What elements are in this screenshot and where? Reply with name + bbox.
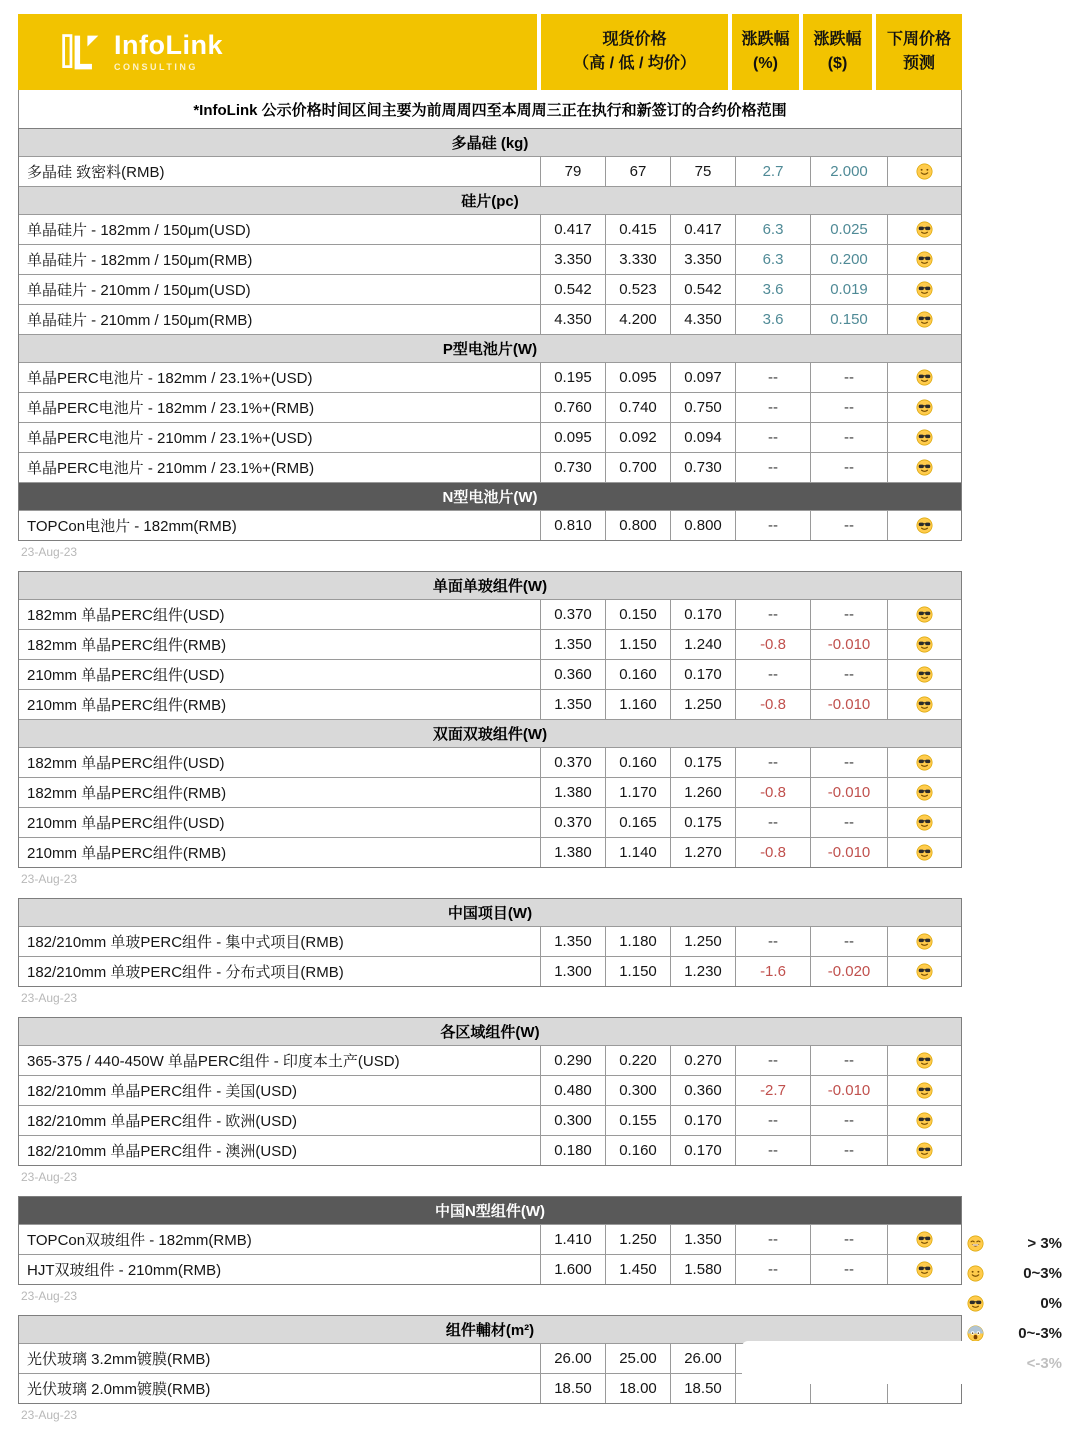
avg-price: 1.250	[670, 690, 735, 719]
pct-change: -0.8	[735, 690, 810, 719]
date-stamp: 23-Aug-23	[21, 545, 78, 559]
tables-container	[18, 128, 962, 1434]
table-row	[19, 214, 961, 244]
high-price: 0.810	[540, 511, 605, 540]
pct-change: --	[735, 808, 810, 837]
forecast-emoji	[887, 157, 961, 186]
product-name: 单晶PERC电池片 - 182mm / 23.1%+(USD)	[27, 370, 313, 387]
avg-price: 0.175	[670, 808, 735, 837]
avg-price: 3.350	[670, 245, 735, 274]
section-header: 中国项目(W)	[19, 899, 961, 926]
avg-price: 1.260	[670, 778, 735, 807]
product-name: 182/210mm 单玻PERC组件 - 集中式项目(RMB)	[27, 934, 344, 951]
low-price: 1.150	[605, 630, 670, 659]
high-price: 1.380	[540, 838, 605, 867]
col-header-pct-change	[728, 14, 799, 90]
forecast-emoji	[887, 600, 961, 629]
sheet-body	[18, 14, 962, 1434]
usd-change: --	[810, 808, 887, 837]
avg-price: 26.00	[670, 1344, 735, 1373]
forecast-emoji	[887, 215, 961, 244]
usd-change: -0.010	[810, 838, 887, 867]
sunglasses-emoji-icon	[916, 784, 933, 801]
product-name: 182/210mm 单晶PERC组件 - 澳洲(USD)	[27, 1143, 298, 1160]
col-header-usd-change	[799, 14, 872, 90]
low-price: 1.250	[605, 1225, 670, 1254]
low-price: 1.160	[605, 690, 670, 719]
sunglasses-emoji-icon	[916, 369, 933, 386]
pct-change: -0.8	[735, 630, 810, 659]
sunglasses-emoji-icon	[916, 754, 933, 771]
high-price: 79	[540, 157, 605, 186]
pct-change: 6.3	[735, 245, 810, 274]
forecast-emoji	[887, 690, 961, 719]
table-row	[19, 956, 961, 986]
high-price: 0.095	[540, 423, 605, 452]
pct-change: --	[735, 363, 810, 392]
forecast-emoji	[887, 1046, 961, 1075]
forecast-emoji	[887, 1255, 961, 1284]
product-name: 182mm 单晶PERC组件(RMB)	[27, 637, 227, 654]
avg-price: 0.800	[670, 511, 735, 540]
avg-price: 75	[670, 157, 735, 186]
low-price: 1.170	[605, 778, 670, 807]
high-price: 0.300	[540, 1106, 605, 1135]
forecast-emoji	[887, 1076, 961, 1105]
section-header: P型电池片(W)	[19, 334, 961, 362]
table-row	[19, 926, 961, 956]
low-price: 3.330	[605, 245, 670, 274]
brand-name: InfoLink	[114, 30, 223, 60]
forecast-sublabel: 预测	[902, 55, 935, 72]
pct-change: -1.6	[735, 957, 810, 986]
sunglasses-emoji-icon	[916, 1052, 933, 1069]
high-price: 1.300	[540, 957, 605, 986]
product-name: 210mm 单晶PERC组件(RMB)	[27, 845, 227, 862]
pct-change: 3.6	[735, 275, 810, 304]
product-name: 365-375 / 440-450W 单晶PERC组件 - 印度本土产(USD)	[27, 1053, 400, 1070]
col-header-forecast	[872, 14, 962, 90]
table-row	[19, 510, 961, 540]
pct-change: -2.7	[735, 1076, 810, 1105]
avg-price: 1.250	[670, 927, 735, 956]
sunglasses-emoji-icon	[916, 1082, 933, 1099]
usd-change: --	[810, 1225, 887, 1254]
sunglasses-emoji-icon	[916, 666, 933, 683]
product-name: 多晶硅 致密料(RMB)	[27, 164, 165, 181]
avg-price: 1.230	[670, 957, 735, 986]
low-price: 0.160	[605, 1136, 670, 1165]
usd-change: 0.019	[810, 275, 887, 304]
usd-change: -0.010	[810, 690, 887, 719]
low-price: 0.095	[605, 363, 670, 392]
high-price: 0.195	[540, 363, 605, 392]
high-price: 0.290	[540, 1046, 605, 1075]
forecast-emoji	[887, 275, 961, 304]
pct-change: 6.3	[735, 215, 810, 244]
sheet-header	[18, 14, 962, 90]
pct-change: --	[735, 927, 810, 956]
sunglasses-emoji-icon	[916, 1112, 933, 1129]
forecast-emoji	[887, 305, 961, 334]
pct-change: --	[735, 748, 810, 777]
usd-change: --	[810, 1136, 887, 1165]
section-header: N型电池片(W)	[19, 482, 961, 510]
pct-change: --	[735, 600, 810, 629]
low-price: 0.092	[605, 423, 670, 452]
col-header-spot-price	[537, 14, 728, 90]
pct-change: --	[735, 1225, 810, 1254]
usd-change: -0.010	[810, 1076, 887, 1105]
pct-change: --	[735, 1136, 810, 1165]
usd-change: --	[810, 1255, 887, 1284]
sunglasses-emoji-icon	[916, 1142, 933, 1159]
legend-item	[960, 1258, 1076, 1288]
avg-price: 4.350	[670, 305, 735, 334]
low-price: 0.700	[605, 453, 670, 482]
low-price: 0.800	[605, 511, 670, 540]
low-price: 0.300	[605, 1076, 670, 1105]
product-name: 单晶硅片 - 182mm / 150μm(USD)	[27, 222, 251, 239]
sunglasses-emoji-icon	[916, 517, 933, 534]
logo-cell	[18, 14, 537, 90]
sunglasses-emoji-icon	[916, 696, 933, 713]
low-price: 0.160	[605, 660, 670, 689]
avg-price: 0.417	[670, 215, 735, 244]
low-price: 1.150	[605, 957, 670, 986]
usd-change: 0.025	[810, 215, 887, 244]
product-name: TOPCon双玻组件 - 182mm(RMB)	[27, 1232, 252, 1249]
high-price: 0.180	[540, 1136, 605, 1165]
pct-change: --	[735, 423, 810, 452]
table-row	[19, 244, 961, 274]
product-name: 182mm 单晶PERC组件(RMB)	[27, 785, 227, 802]
forecast-emoji	[887, 423, 961, 452]
pct-change: --	[735, 1046, 810, 1075]
sunglasses-emoji-icon	[916, 1231, 933, 1248]
product-name: 182/210mm 单晶PERC组件 - 欧洲(USD)	[27, 1113, 298, 1130]
section-header: 多晶硅 (kg)	[19, 129, 961, 156]
pct-change: --	[735, 511, 810, 540]
low-price: 0.165	[605, 808, 670, 837]
avg-price: 0.094	[670, 423, 735, 452]
price-note: *InfoLink 公示价格时间区间主要为前周周四至本周周三正在执行和新签订的合约价格范围	[18, 90, 962, 128]
sunglasses-emoji-icon	[960, 1295, 990, 1312]
infolink-logo-icon	[60, 30, 102, 74]
high-price: 1.350	[540, 630, 605, 659]
price-table	[18, 128, 962, 541]
section-header: 组件輔材(m²)	[19, 1316, 961, 1343]
table-row	[19, 599, 961, 629]
low-price: 1.140	[605, 838, 670, 867]
product-name: TOPCon电池片 - 182mm(RMB)	[27, 518, 237, 535]
forecast-emoji	[887, 957, 961, 986]
pct-change: -0.8	[735, 838, 810, 867]
avg-price: 0.175	[670, 748, 735, 777]
legend-label: 0%	[1040, 1294, 1062, 1312]
forecast-emoji	[887, 453, 961, 482]
high-price: 1.410	[540, 1225, 605, 1254]
avg-price: 1.580	[670, 1255, 735, 1284]
product-name: HJT双玻组件 - 210mm(RMB)	[27, 1262, 222, 1279]
pct-change: --	[735, 453, 810, 482]
date-stamp: 23-Aug-23	[21, 1170, 78, 1184]
sunglasses-emoji-icon	[916, 606, 933, 623]
sunglasses-emoji-icon	[916, 221, 933, 238]
sunglasses-emoji-icon	[916, 933, 933, 950]
product-name: 光伏玻璃 3.2mm镀膜(RMB)	[27, 1351, 211, 1368]
usd-change: 0.200	[810, 245, 887, 274]
high-price: 0.417	[540, 215, 605, 244]
product-name: 210mm 单晶PERC组件(USD)	[27, 667, 225, 684]
price-table	[18, 571, 962, 868]
table-row	[19, 1045, 961, 1075]
forecast-emoji	[887, 511, 961, 540]
product-name: 210mm 单晶PERC组件(RMB)	[27, 697, 227, 714]
grin-emoji-icon	[960, 1235, 990, 1252]
avg-price: 0.097	[670, 363, 735, 392]
date-stamp: 23-Aug-23	[21, 872, 78, 886]
brand-subtitle: CONSULTING	[114, 62, 198, 72]
product-name: 单晶硅片 - 182mm / 150μm(RMB)	[27, 252, 253, 269]
low-price: 25.00	[605, 1344, 670, 1373]
sunglasses-emoji-icon	[916, 844, 933, 861]
low-price: 0.523	[605, 275, 670, 304]
avg-price: 1.240	[670, 630, 735, 659]
table-row	[19, 807, 961, 837]
high-price: 26.00	[540, 1344, 605, 1373]
sunglasses-emoji-icon	[916, 251, 933, 268]
price-table	[18, 898, 962, 987]
spot-price-label: 现货价格	[602, 31, 667, 48]
usd-change: --	[810, 748, 887, 777]
usd-change: --	[810, 511, 887, 540]
pct-change-label: 涨跌幅	[741, 31, 790, 48]
low-price: 18.00	[605, 1374, 670, 1403]
pct-change: --	[735, 1106, 810, 1135]
forecast-label: 下周价格	[886, 31, 951, 48]
product-name: 单晶硅片 - 210mm / 150μm(USD)	[27, 282, 251, 299]
table-row	[19, 777, 961, 807]
table-row	[19, 689, 961, 719]
high-price: 1.600	[540, 1255, 605, 1284]
low-price: 67	[605, 157, 670, 186]
product-name: 单晶PERC电池片 - 210mm / 23.1%+(RMB)	[27, 460, 315, 477]
table-row	[19, 747, 961, 777]
product-name: 光伏玻璃 2.0mm镀膜(RMB)	[27, 1381, 211, 1398]
avg-price: 18.50	[670, 1374, 735, 1403]
smile-emoji-icon	[960, 1265, 990, 1282]
forecast-emoji	[887, 1136, 961, 1165]
price-table	[18, 1196, 962, 1285]
legend-label: <-3%	[1026, 1354, 1062, 1372]
pct-change: --	[735, 660, 810, 689]
legend-label: > 3%	[1027, 1234, 1062, 1252]
avg-price: 0.270	[670, 1046, 735, 1075]
high-price: 1.350	[540, 927, 605, 956]
section-header: 硅片(pc)	[19, 186, 961, 214]
usd-change: --	[810, 393, 887, 422]
table-row	[19, 659, 961, 689]
price-table	[18, 1017, 962, 1166]
usd-change: --	[810, 1106, 887, 1135]
avg-price: 0.170	[670, 660, 735, 689]
product-name: 单晶PERC电池片 - 210mm / 23.1%+(USD)	[27, 430, 313, 447]
section-header: 单面单玻组件(W)	[19, 572, 961, 599]
sunglasses-emoji-icon	[916, 636, 933, 653]
forecast-emoji	[887, 748, 961, 777]
fear-emoji-icon	[960, 1325, 990, 1342]
table-row	[19, 422, 961, 452]
table-row	[19, 1135, 961, 1165]
date-stamp: 23-Aug-23	[21, 1289, 78, 1303]
avg-price: 1.270	[670, 838, 735, 867]
forecast-emoji	[887, 630, 961, 659]
spot-price-sublabel: （高 / 低 / 均价）	[573, 55, 696, 72]
product-name: 210mm 单晶PERC组件(USD)	[27, 815, 225, 832]
usd-change: --	[810, 363, 887, 392]
date-stamp: 23-Aug-23	[21, 1408, 78, 1422]
high-price: 1.350	[540, 690, 605, 719]
table-row	[19, 156, 961, 186]
legend-label: 0~-3%	[1018, 1324, 1062, 1342]
product-name: 182/210mm 单玻PERC组件 - 分布式项目(RMB)	[27, 964, 344, 981]
forecast-emoji	[887, 838, 961, 867]
forecast-emoji	[887, 660, 961, 689]
product-name: 182mm 单晶PERC组件(USD)	[27, 755, 225, 772]
avg-price: 0.750	[670, 393, 735, 422]
forecast-emoji	[887, 927, 961, 956]
forecast-emoji	[887, 1106, 961, 1135]
pct-change: --	[735, 1255, 810, 1284]
white-overlay	[742, 1341, 1014, 1384]
smile-emoji-icon	[916, 163, 933, 180]
usd-change: --	[810, 927, 887, 956]
sunglasses-emoji-icon	[916, 429, 933, 446]
section-header: 各区域组件(W)	[19, 1018, 961, 1045]
sunglasses-emoji-icon	[916, 459, 933, 476]
avg-price: 0.360	[670, 1076, 735, 1105]
forecast-emoji	[887, 778, 961, 807]
table-row	[19, 1075, 961, 1105]
high-price: 0.542	[540, 275, 605, 304]
high-price: 3.350	[540, 245, 605, 274]
low-price: 0.155	[605, 1106, 670, 1135]
high-price: 0.370	[540, 600, 605, 629]
usd-change: -0.020	[810, 957, 887, 986]
legend-item	[960, 1228, 1076, 1258]
section-header: 双面双玻组件(W)	[19, 719, 961, 747]
date-stamp: 23-Aug-23	[21, 991, 78, 1005]
section-header: 中国N型组件(W)	[19, 1197, 961, 1224]
sunglasses-emoji-icon	[916, 281, 933, 298]
low-price: 1.180	[605, 927, 670, 956]
legend-item	[960, 1288, 1076, 1318]
table-row	[19, 274, 961, 304]
forecast-emoji	[887, 363, 961, 392]
avg-price: 0.170	[670, 1136, 735, 1165]
sunglasses-emoji-icon	[916, 399, 933, 416]
product-name: 单晶PERC电池片 - 182mm / 23.1%+(RMB)	[27, 400, 315, 417]
table-row	[19, 1254, 961, 1284]
usd-change: --	[810, 660, 887, 689]
usd-change: --	[810, 423, 887, 452]
high-price: 4.350	[540, 305, 605, 334]
pct-change: -0.8	[735, 778, 810, 807]
pct-change: --	[735, 393, 810, 422]
low-price: 4.200	[605, 305, 670, 334]
legend-label: 0~3%	[1023, 1264, 1062, 1282]
table-row	[19, 362, 961, 392]
table-row	[19, 452, 961, 482]
table-row	[19, 1224, 961, 1254]
sunglasses-emoji-icon	[916, 1261, 933, 1278]
forecast-emoji	[887, 393, 961, 422]
usd-change: --	[810, 1046, 887, 1075]
low-price: 0.220	[605, 1046, 670, 1075]
low-price: 1.450	[605, 1255, 670, 1284]
forecast-emoji	[887, 808, 961, 837]
table-row	[19, 392, 961, 422]
avg-price: 0.170	[670, 1106, 735, 1135]
table-row	[19, 837, 961, 867]
high-price: 0.370	[540, 808, 605, 837]
low-price: 0.160	[605, 748, 670, 777]
usd-change-unit: ($)	[827, 55, 848, 72]
avg-price: 0.730	[670, 453, 735, 482]
sunglasses-emoji-icon	[916, 963, 933, 980]
table-row	[19, 629, 961, 659]
high-price: 0.370	[540, 748, 605, 777]
sunglasses-emoji-icon	[916, 814, 933, 831]
high-price: 0.480	[540, 1076, 605, 1105]
high-price: 18.50	[540, 1374, 605, 1403]
pct-change-unit: (%)	[753, 55, 778, 72]
avg-price: 0.170	[670, 600, 735, 629]
avg-price: 0.542	[670, 275, 735, 304]
low-price: 0.740	[605, 393, 670, 422]
high-price: 0.360	[540, 660, 605, 689]
usd-change: -0.010	[810, 630, 887, 659]
low-price: 0.150	[605, 600, 670, 629]
high-price: 0.730	[540, 453, 605, 482]
forecast-emoji	[887, 1225, 961, 1254]
pct-change: 2.7	[735, 157, 810, 186]
product-name: 182mm 单晶PERC组件(USD)	[27, 607, 225, 624]
usd-change: --	[810, 453, 887, 482]
high-price: 0.760	[540, 393, 605, 422]
usd-change: 0.150	[810, 305, 887, 334]
pct-change: 3.6	[735, 305, 810, 334]
usd-change: 2.000	[810, 157, 887, 186]
table-row	[19, 1105, 961, 1135]
low-price: 0.415	[605, 215, 670, 244]
usd-change-label: 涨跌幅	[813, 31, 862, 48]
sunglasses-emoji-icon	[916, 311, 933, 328]
high-price: 1.380	[540, 778, 605, 807]
usd-change: -0.010	[810, 778, 887, 807]
product-name: 182/210mm 单晶PERC组件 - 美国(USD)	[27, 1083, 298, 1100]
product-name: 单晶硅片 - 210mm / 150μm(RMB)	[27, 312, 253, 329]
avg-price: 1.350	[670, 1225, 735, 1254]
forecast-emoji	[887, 245, 961, 274]
usd-change: --	[810, 600, 887, 629]
table-row	[19, 304, 961, 334]
